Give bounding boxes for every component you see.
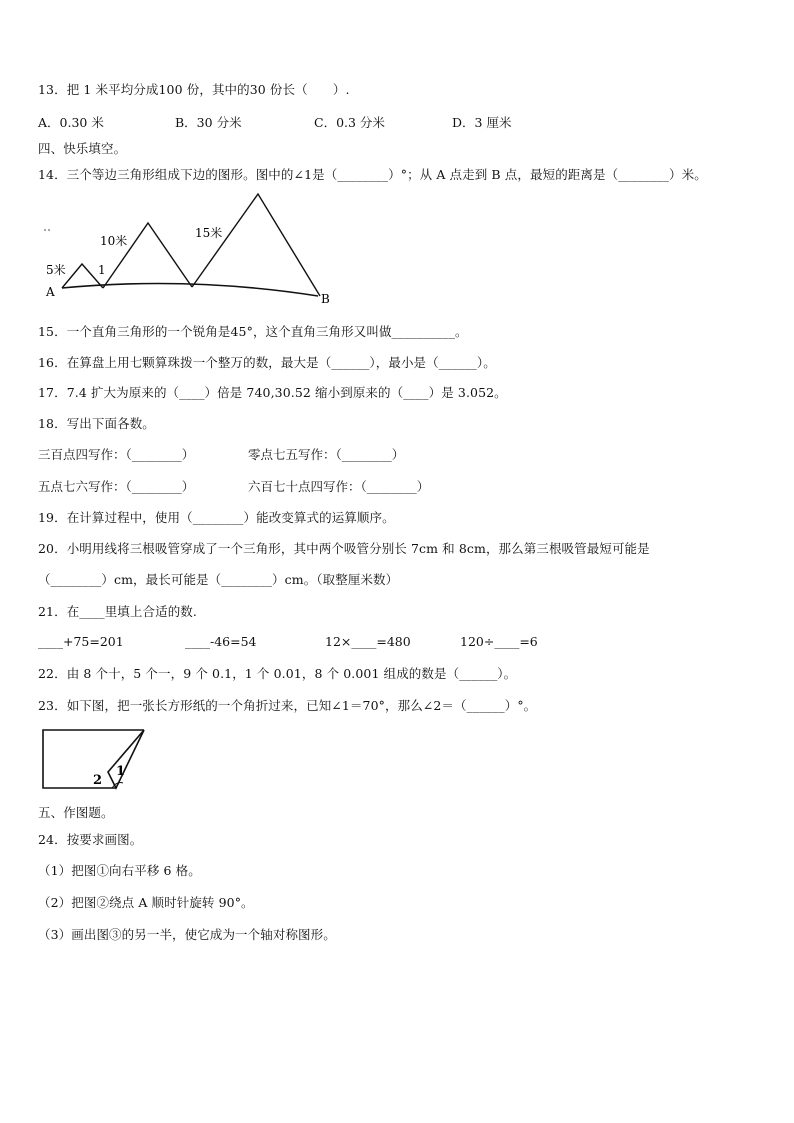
q14-label-10m: 10米 [100,234,128,248]
q13-option-b: B．30 分米 [175,115,242,130]
q24-item-1: （1）把图①向右平移 6 格。 [38,863,201,878]
q16-stem: 16．在算盘上用七颗算珠拨一个整万的数，最大是（______），最小是（______）。 [38,355,496,370]
q21-item-4: 120÷____=6 [460,634,538,649]
q21-item-3: 12×____=480 [325,634,411,649]
q14-point-a-label: A [46,285,55,299]
q13-option-d: D．3 厘米 [452,115,512,130]
q19-stem: 19．在计算过程中，使用（________）能改变算式的运算顺序。 [38,510,395,525]
q18-stem: 18．写出下面各数。 [38,416,155,431]
section-4-heading: 四、快乐填空。 [38,141,127,156]
q21-item-1: ____+75=201 [38,634,124,649]
q13-option-a: A．0.30 米 [38,115,104,130]
q23-folded-corner [108,730,144,788]
q14-triangles-figure [40,188,340,308]
q14-angle-1-label: 1 [98,263,106,277]
q23-folded-paper-figure [40,728,152,792]
q18-item-1: 三百点四写作：（________） [38,447,195,462]
q20-line-1: 20．小明用线将三根吸管穿成了一个三角形，其中两个吸管分别长 7cm 和 8cm，那么第三根吸管最短可能是 [38,541,650,556]
q18-item-3: 五点七六写作：（________） [38,479,195,494]
q14-large-triangle [192,194,320,296]
q21-item-2: ____-46=54 [185,634,257,649]
q23-stem: 23．如下图，把一张长方形纸的一个角折过来，已知∠1＝70°，那么∠2＝（______）°。 [38,698,537,713]
q22-stem: 22．由 8 个十，5 个一，9 个 0.1，1 个 0.01，8 个 0.001 组成的数是（______）。 [38,666,517,681]
q13-stem: 13．把 1 米平均分成100 份，其中的30 份长（ ）. [38,82,350,97]
q24-item-2: （2）把图②绕点 A 顺时针旋转 90°。 [38,895,254,910]
q14-label-5m: 5米 [46,263,66,277]
q18-item-4: 六百七十点四写作：（________） [248,479,430,494]
q13-option-c: C．0.3 分米 [314,115,385,130]
section-5-heading: 五、作图题。 [38,805,114,820]
q23-angle-1-label: 1 [116,764,126,779]
q24-item-3: （3）画出图③的另一半，使它成为一个轴对称图形。 [38,927,336,942]
q23-angle-2-label: 2 [93,773,103,788]
q18-item-2: 零点七五写作：（________） [248,447,405,462]
q15-stem: 15．一个直角三角形的一个锐角是45°，这个直角三角形又叫做__________。 [38,324,468,339]
q14-medium-triangle [103,223,192,288]
q14-label-15m: 15米 [195,226,223,240]
q17-stem: 17．7.4 扩大为原来的（____）倍是 740,30.52 缩小到原来的（____）是 3.052。 [38,385,507,400]
q14-small-triangle [62,264,103,288]
q24-stem: 24．按要求画图。 [38,832,143,847]
q14-point-b-label: B [321,292,330,306]
q20-line-2: （________）cm，最长可能是（________）cm。（取整厘米数） [38,572,399,587]
q21-stem: 21．在____里填上合适的数. [38,604,197,619]
q14-stem: 14．三个等边三角形组成下边的图形。图中的∠1是（________）°；从 A 点走到 B 点，最短的距离是（________）米。 [38,167,707,182]
